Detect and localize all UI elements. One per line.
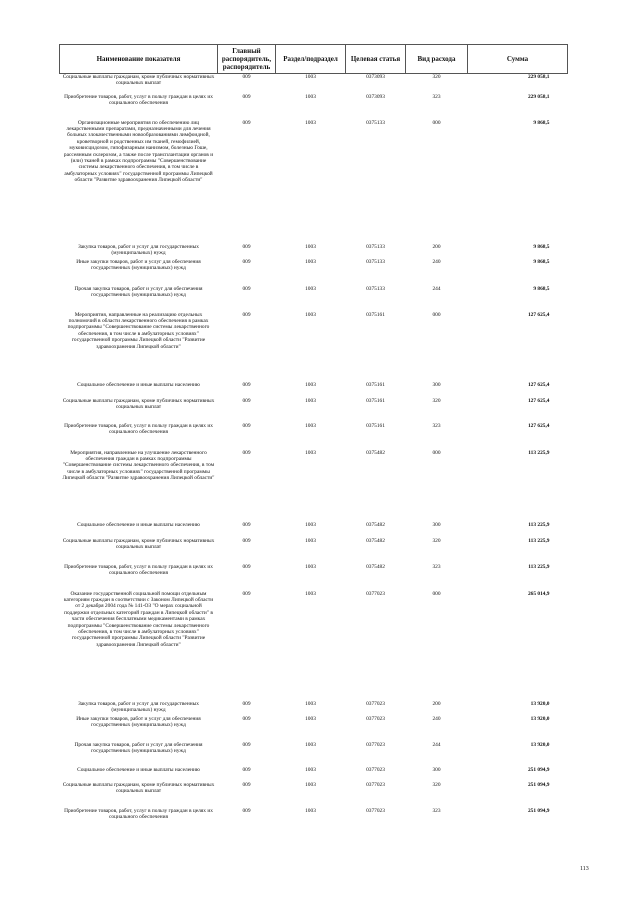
row-target-article: 0375482 bbox=[366, 449, 385, 456]
table-body bbox=[60, 74, 568, 834]
row-name: Приобретение товаров, работ, услуг в пользу граждан в целях их социального обеспечения bbox=[64, 93, 213, 106]
row-glavny: 009 bbox=[242, 258, 251, 265]
row-expense-type: 300 bbox=[432, 381, 441, 388]
row-expense-type: 240 bbox=[432, 715, 441, 722]
row-expense-type: 323 bbox=[432, 563, 441, 570]
row-glavny: 009 bbox=[242, 119, 251, 126]
row-sum: 265 014,9 bbox=[527, 590, 550, 597]
row-target-article: 0377023 bbox=[366, 807, 385, 814]
row-glavny: 009 bbox=[242, 781, 251, 788]
table-row bbox=[60, 423, 568, 450]
row-expense-type: 320 bbox=[432, 397, 441, 404]
row-glavny: 009 bbox=[242, 590, 251, 597]
row-razdel: 1003 bbox=[305, 766, 316, 773]
table-row bbox=[60, 716, 568, 742]
row-sum: 13 920,0 bbox=[530, 700, 550, 707]
table-row bbox=[60, 450, 568, 522]
row-glavny: 009 bbox=[242, 449, 251, 456]
row-razdel: 1003 bbox=[305, 93, 316, 100]
row-name: Социальное обеспечение и иные выплаты населению bbox=[77, 381, 200, 388]
row-expense-type: 323 bbox=[432, 422, 441, 429]
row-target-article: 0373093 bbox=[366, 93, 385, 100]
header-row bbox=[60, 45, 568, 74]
row-sum: 251 094,9 bbox=[527, 807, 550, 814]
row-expense-type: 320 bbox=[432, 74, 441, 80]
row-glavny: 009 bbox=[242, 700, 251, 707]
row-sum: 251 094,9 bbox=[527, 781, 550, 788]
row-name: Организационные мероприятия по обеспечению лиц лекарственными препаратами, предназначенными для лечения больных злокачественными новообразованиями лимфоидной, кроветворной и родственных им тканей, гемофилией, муковисцидозом, гипофизарным нанизмом, болезнью Гоше, рассеянным склерозом, а также после трансплантации органов и (или) тканей в рамках подпрограммы "Совершенствование системы лекарственного обеспечения, в том числе в амбулаторных условиях" государственной программы Липецкой области "Развитие здравоохранения Липецкой области" bbox=[63, 119, 214, 184]
page-number: 113 bbox=[580, 866, 589, 872]
row-expense-type: 000 bbox=[432, 590, 441, 597]
row-name: Закупка товаров, работ и услуг для государственных (муниципальных) нужд bbox=[78, 700, 199, 713]
row-name: Социальное обеспечение и иные выплаты населению bbox=[77, 521, 200, 528]
row-glavny: 009 bbox=[242, 741, 251, 748]
row-sum: 9 868,5 bbox=[533, 258, 550, 265]
row-name: Социальные выплаты гражданам, кроме публичных нормативных социальных выплат bbox=[62, 537, 215, 550]
row-glavny: 009 bbox=[242, 807, 251, 814]
row-name: Приобретение товаров, работ, услуг в пользу граждан в целях их социального обеспечения bbox=[64, 563, 213, 576]
table-row bbox=[60, 286, 568, 312]
row-name: Закупка товаров, работ и услуг для государственных (муниципальных) нужд bbox=[78, 243, 199, 256]
row-sum: 127 625,4 bbox=[527, 397, 550, 404]
row-razdel: 1003 bbox=[305, 243, 316, 250]
row-razdel: 1003 bbox=[305, 521, 316, 528]
table-row bbox=[60, 312, 568, 382]
row-razdel: 1003 bbox=[305, 449, 316, 456]
table-row bbox=[60, 382, 568, 398]
table-row bbox=[60, 767, 568, 782]
row-glavny: 009 bbox=[242, 563, 251, 570]
row-sum: 9 868,5 bbox=[533, 119, 550, 126]
header-razdel: Раздел/подраздел bbox=[276, 45, 346, 74]
header-expense-type: Вид расхода bbox=[406, 45, 468, 74]
row-expense-type: 300 bbox=[432, 766, 441, 773]
row-target-article: 0377023 bbox=[366, 766, 385, 773]
row-expense-type: 244 bbox=[432, 741, 441, 748]
row-name: Социальные выплаты гражданам, кроме публичных нормативных социальных выплат bbox=[62, 74, 215, 87]
header-sum: Сумма bbox=[468, 45, 568, 74]
row-glavny: 009 bbox=[242, 766, 251, 773]
row-razdel: 1003 bbox=[305, 741, 316, 748]
row-expense-type: 240 bbox=[432, 258, 441, 265]
row-sum: 9 868,5 bbox=[533, 285, 550, 292]
table-header bbox=[60, 45, 568, 74]
row-expense-type: 300 bbox=[432, 521, 441, 528]
row-name: Мероприятия, направленные на реализацию отдельных полномочий в области лекарственного обеспечения в рамках подпрограммы "Совершенствование системы лекарственного обеспечения, в том числе в амбулаторных условиях" государственной программы Липецкой области "Развитие здравоохранения Липецкой области" bbox=[67, 311, 210, 350]
budget-table-sheet bbox=[59, 44, 567, 834]
table-row bbox=[60, 782, 568, 808]
row-glavny: 009 bbox=[242, 422, 251, 429]
row-sum: 251 094,9 bbox=[527, 766, 550, 773]
row-expense-type: 320 bbox=[432, 537, 441, 544]
row-sum: 113 225,9 bbox=[528, 537, 550, 544]
table-row bbox=[60, 564, 568, 591]
row-sum: 9 868,5 bbox=[533, 243, 550, 250]
row-razdel: 1003 bbox=[305, 397, 316, 404]
table-row bbox=[60, 538, 568, 564]
row-sum: 113 225,9 bbox=[528, 521, 550, 528]
row-razdel: 1003 bbox=[305, 285, 316, 292]
table-row bbox=[60, 94, 568, 120]
row-glavny: 009 bbox=[242, 521, 251, 528]
row-glavny: 009 bbox=[242, 537, 251, 544]
header-name: Наименование показателя bbox=[60, 45, 218, 74]
row-target-article: 0375482 bbox=[366, 563, 385, 570]
row-target-article: 0377023 bbox=[366, 700, 385, 707]
row-target-article: 0377023 bbox=[366, 590, 385, 597]
row-expense-type: 323 bbox=[432, 807, 441, 814]
row-razdel: 1003 bbox=[305, 74, 316, 80]
row-target-article: 0377023 bbox=[366, 741, 385, 748]
row-target-article: 0375133 bbox=[366, 243, 385, 250]
table-row bbox=[60, 259, 568, 286]
row-glavny: 009 bbox=[242, 74, 251, 80]
row-target-article: 0375482 bbox=[366, 521, 385, 528]
row-name: Социальные выплаты гражданам, кроме публичных нормативных социальных выплат bbox=[62, 781, 215, 794]
table-row bbox=[60, 701, 568, 716]
row-razdel: 1003 bbox=[305, 700, 316, 707]
row-target-article: 0377023 bbox=[366, 715, 385, 722]
row-glavny: 009 bbox=[242, 381, 251, 388]
row-expense-type: 320 bbox=[432, 781, 441, 788]
row-name: Иные закупки товаров, работ и услуг для обеспечения государственных (муниципальных) нужд bbox=[76, 715, 201, 728]
row-sum: 113 225,9 bbox=[528, 449, 550, 456]
header-target-article: Целевая статья bbox=[346, 45, 406, 74]
row-name: Социальные выплаты гражданам, кроме публичных нормативных социальных выплат bbox=[62, 397, 215, 410]
row-expense-type: 000 bbox=[432, 119, 441, 126]
row-sum: 229 058,1 bbox=[527, 74, 550, 80]
table-row bbox=[60, 742, 568, 767]
table-row bbox=[60, 244, 568, 259]
row-sum: 229 058,1 bbox=[527, 93, 550, 100]
table-row bbox=[60, 74, 568, 94]
row-target-article: 0375161 bbox=[366, 422, 385, 429]
row-glavny: 009 bbox=[242, 285, 251, 292]
row-glavny: 009 bbox=[242, 397, 251, 404]
row-razdel: 1003 bbox=[305, 590, 316, 597]
table-row bbox=[60, 591, 568, 701]
row-name: Прочая закупка товаров, работ и услуг для обеспечения государственных (муниципальных) нужд bbox=[74, 741, 203, 754]
row-razdel: 1003 bbox=[305, 258, 316, 265]
table-row bbox=[60, 398, 568, 423]
table-row bbox=[60, 120, 568, 244]
row-name: Иные закупки товаров, работ и услуг для обеспечения государственных (муниципальных) нужд bbox=[76, 258, 201, 271]
header-glavny: Главный распорядитель, распорядитель bbox=[218, 45, 276, 74]
row-target-article: 0375161 bbox=[366, 311, 385, 318]
row-target-article: 0373093 bbox=[366, 74, 385, 80]
row-razdel: 1003 bbox=[305, 715, 316, 722]
row-target-article: 0375161 bbox=[366, 397, 385, 404]
row-glavny: 009 bbox=[242, 243, 251, 250]
row-target-article: 0375482 bbox=[366, 537, 385, 544]
row-razdel: 1003 bbox=[305, 311, 316, 318]
row-glavny: 009 bbox=[242, 93, 251, 100]
row-razdel: 1003 bbox=[305, 807, 316, 814]
row-expense-type: 200 bbox=[432, 243, 441, 250]
budget-table bbox=[59, 44, 568, 834]
row-razdel: 1003 bbox=[305, 537, 316, 544]
row-razdel: 1003 bbox=[305, 422, 316, 429]
row-name: Прочая закупка товаров, работ и услуг для обеспечения государственных (муниципальных) нужд bbox=[74, 285, 203, 298]
row-name: Приобретение товаров, работ, услуг в пользу граждан в целях их социального обеспечения bbox=[64, 807, 213, 820]
row-expense-type: 200 bbox=[432, 700, 441, 707]
row-target-article: 0375133 bbox=[366, 285, 385, 292]
table-row bbox=[60, 522, 568, 538]
row-name: Оказание государственной социальной помощи отдельным категориям граждан в соответствии с Законом Липецкой области от 2 декабря 2004 года № 141-ОЗ "О мерах социальной поддержки отдельных категорий граждан в Липецкой области" в части обеспечения бесплатными медикаментами в рамках подпрограммы "Совершенствование системы лекарственного обеспечения, в том числе в амбулаторных условиях" государственной программы Липецкой области "Развитие здравоохранения Липецкой области" bbox=[63, 590, 214, 648]
row-razdel: 1003 bbox=[305, 119, 316, 126]
row-sum: 13 920,0 bbox=[530, 741, 550, 748]
row-sum: 13 920,0 bbox=[530, 715, 550, 722]
row-glavny: 009 bbox=[242, 311, 251, 318]
row-expense-type: 244 bbox=[432, 285, 441, 292]
row-name: Социальное обеспечение и иные выплаты населению bbox=[77, 766, 200, 773]
row-sum: 127 625,4 bbox=[527, 311, 550, 318]
row-target-article: 0375133 bbox=[366, 119, 385, 126]
row-name: Приобретение товаров, работ, услуг в пользу граждан в целях их социального обеспечения bbox=[64, 422, 213, 435]
row-expense-type: 000 bbox=[432, 311, 441, 318]
row-razdel: 1003 bbox=[305, 381, 316, 388]
row-expense-type: 323 bbox=[432, 93, 441, 100]
row-target-article: 0375161 bbox=[366, 381, 385, 388]
row-razdel: 1003 bbox=[305, 563, 316, 570]
row-razdel: 1003 bbox=[305, 781, 316, 788]
row-sum: 113 225,9 bbox=[528, 563, 550, 570]
row-sum: 127 625,4 bbox=[527, 381, 550, 388]
row-target-article: 0377023 bbox=[366, 781, 385, 788]
row-name: Мероприятия, направленные на улучшение лекарственного обеспечения граждан в рамках подпрограммы "Совершенствование системы лекарственного обеспечения, в том числе в амбулаторных условиях" государственной программы Липецкой области "Развитие здравоохранения Липецкой области" bbox=[62, 449, 215, 482]
row-glavny: 009 bbox=[242, 715, 251, 722]
table-row bbox=[60, 808, 568, 834]
row-sum: 127 625,4 bbox=[527, 422, 550, 429]
row-expense-type: 000 bbox=[432, 449, 441, 456]
row-target-article: 0375133 bbox=[366, 258, 385, 265]
